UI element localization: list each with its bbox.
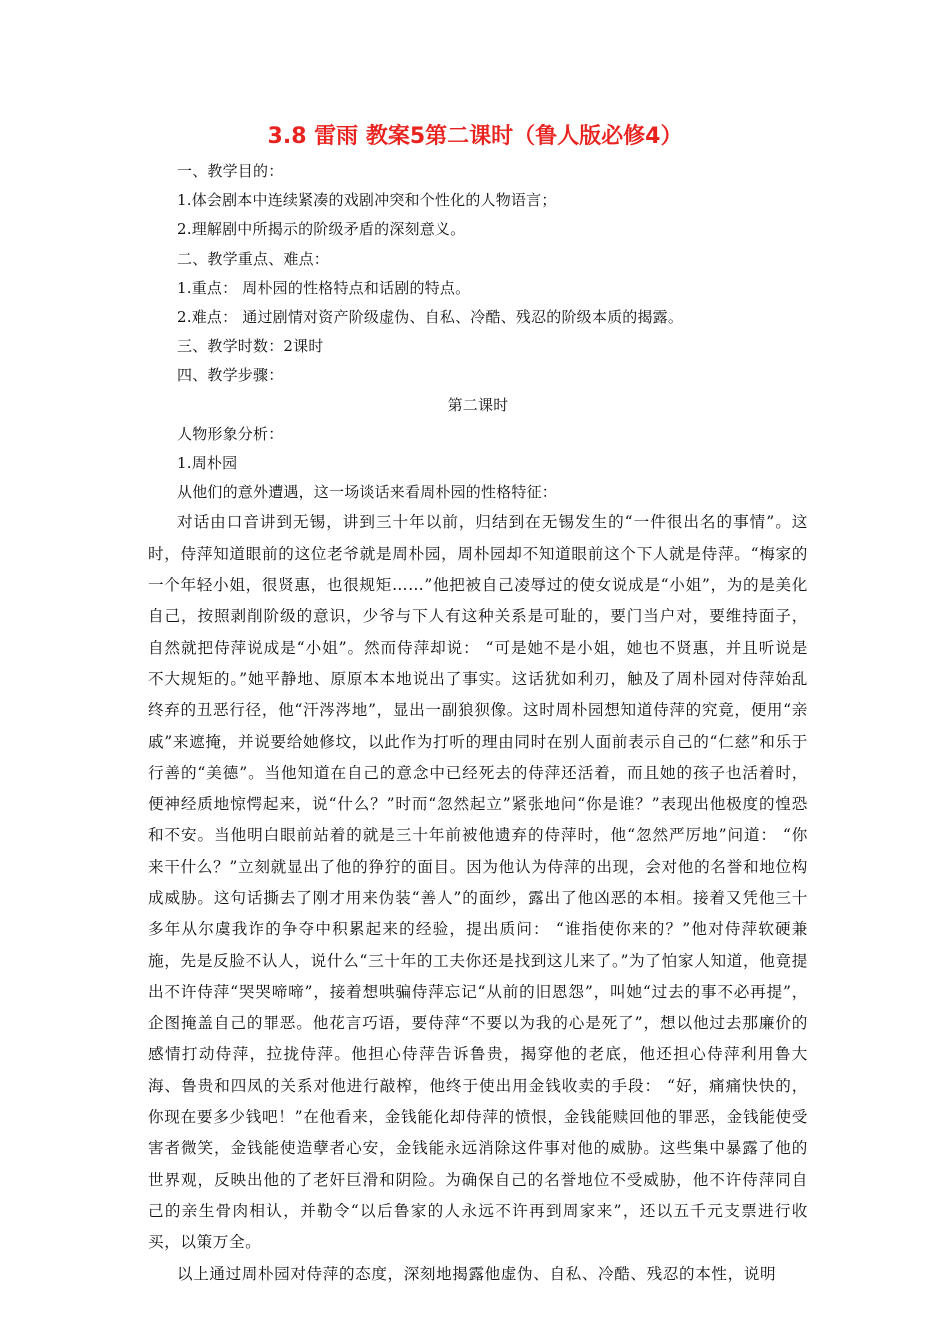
section-title: 第二课时 [447,395,509,414]
analysis-subheading: 1.周朴园 [177,454,238,473]
outline-item: 2.理解剧中所揭示的阶级矛盾的深刻意义。 [177,220,466,239]
outline-item: 1.体会剧本中连续紧凑的戏剧冲突和个性化的人物语言； [177,191,557,210]
outline-heading-steps: 四、教学步骤： [177,366,284,385]
outline-heading-hours: 三、教学时数：2课时 [177,337,324,356]
outline-item: 2.难点： 通过剧情对资产阶级虚伪、自私、冷酷、残忍的阶级本质的揭露。 [177,308,684,327]
outline-heading-objectives: 一、教学目的： [177,162,284,180]
outline-heading-key-points: 二、教学重点、难点： [177,249,330,268]
body-paragraph: 以上通过周朴园对侍萍的态度，深刻地揭露他虚伪、自私、冷酷、残忍的本性，说明 [177,1264,777,1283]
document-body [148,157,808,1290]
analysis-intro: 从他们的意外遭遇，这一场谈话来看周朴园的性格特征： [177,483,558,502]
body-paragraph: 对话由口音讲到无锡，讲到三十年以前，归结到在无锡发生的“一件很出名的事情”。这时，侍萍知道眼前的这位老爷就是周朴园，周朴园却不知道眼前这个下人就是侍萍。“梅家的一个年轻小姐，很贤惠，也很规矩……”他把被自己凌辱过的使女说成是“小姐”，为的是美化自己，按照剥削阶级的意识，少爷与下人有这种关系是可耻的，要门当户对，要维持面子，自然就把侍萍说成是“小姐”。然而侍萍却说： “可是她不是小姐，她也不贤惠，并且听说是不大规矩的。”她平静地、原原本本地说出了事实。这话犹如利刃，触及了周朴园对侍萍始乱终弃的丑恶行径，他“汗涔涔地”，显出一副狼狈像。这时周朴园想知道侍萍的究竟，便用“亲戚”来遮掩，并说要给她修坟，以此作为打听的理由同时在别人面前表示自己的“仁慈”和乐于行善的“美德”。当他知道在自己的意念中已经死去的侍萍还活着，而且她的孩子也活着时，便神经质地惊愕起来，说“什么？”时而“忽然起立”紧张地问“你是谁？”表现出他极度的惶恐和不安。当他明白眼前站着的就是三十年前被他遗弃的侍萍时，他“忽然严厉地”问道： “你来干什么？”立刻就显出了他的狰狞的面目。因为他认为侍萍的出现，会对他的名誉和地位构成威胁。这句话撕去了刚才用来伪装“善人”的面纱，露出了他凶恶的本相。接着又凭他三十多年从尔虞我诈的争夺中积累起来的经验，提出质问： “谁指使你来的？”他对侍萍软硬兼施，先是反脸不认人，说什么“三十年的工夫你还是找到这儿来了。”为了怕家人知道，他竟提出不许侍萍“哭哭啼啼”，接着想哄骗侍萍忘记“从前的旧恩怨”，叫她“过去的事不必再提”，企图掩盖自己的罪恶。他花言巧语，要侍萍“不要以为我的心是死了”，想以他过去那廉价的感情打动侍萍，拉拢侍萍。他担心侍萍告诉鲁贵，揭穿他的老底，他还担心侍萍利用鲁大海、鲁贵和四凤的关系对他进行敲榨，他终于使出用金钱收卖的手段： “好，痛痛快快的，你现在要多少钱吧！”在他看来，金钱能化却侍萍的愤恨，金钱能赎回他的罪恶，金钱能使受害者微笑，金钱能使造孽者心安，金钱能永远消除这件事对他的威胁。这些集中暴露了他的世界观，反映出他的了老奸巨滑和阴险。为确保自己的名誉地位不受威胁，他不许侍萍同自己的亲生骨肉相认，并勒令“以后鲁家的人永远不许再到周家来”，还以五千元支票进行收买，以策万全。 [148,513,808,1252]
document-title: 3.8 雷雨 教案5第二课时（鲁人版必修4） [267,124,683,149]
outline-item: 1.重点： 周朴园的性格特点和话剧的特点。 [177,278,471,297]
analysis-heading: 人物形象分析： [177,424,284,443]
